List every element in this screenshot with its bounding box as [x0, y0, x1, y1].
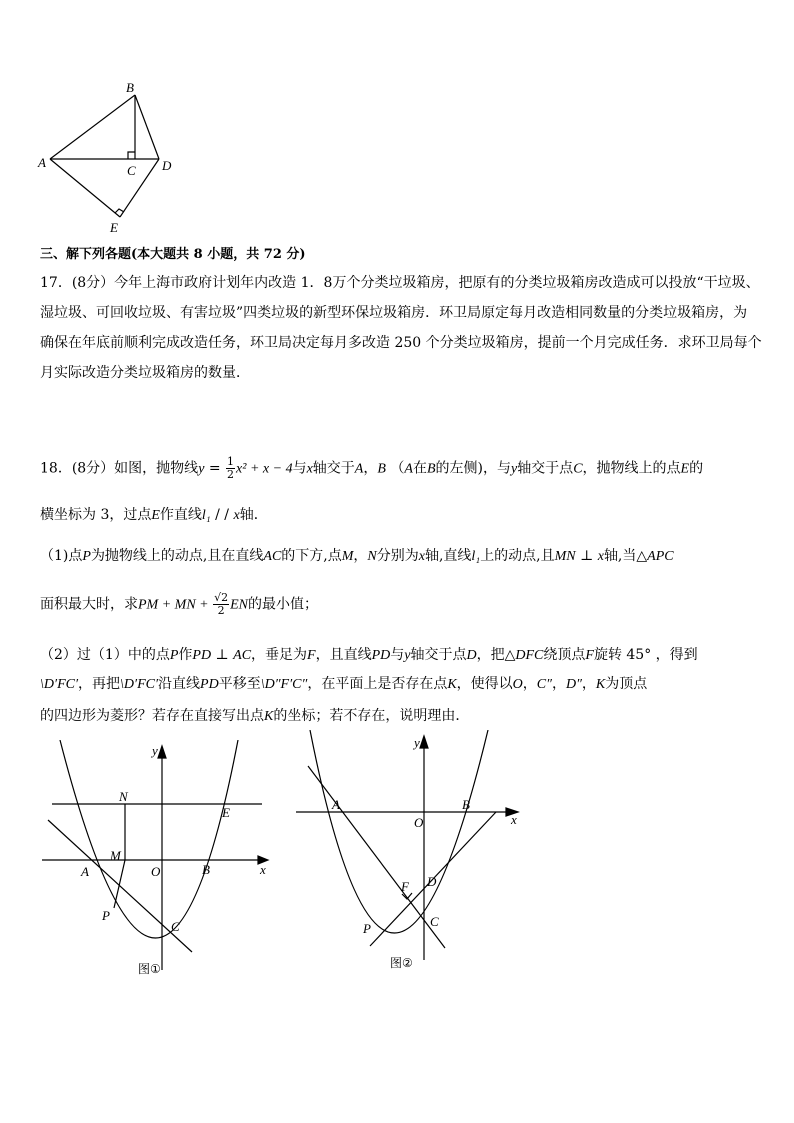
- label-a: A: [38, 155, 46, 170]
- section-heading: 三、解下列各题(本大题共 8 小题，共 72 分): [40, 247, 306, 262]
- q17-line-4: 月实际改造分类垃圾箱房的数量．: [40, 365, 250, 381]
- fraction-one-half: $\frac{1}{2}$: [227, 455, 235, 481]
- q18-line-2: 横坐标为 3，过点E作直线l₁ / / x轴．: [40, 507, 268, 523]
- q18-part2-line-1: （2）过（1）中的点P作PD ⊥ AC，垂足为F，且直线PD与y轴交于点D，把△DFC绕顶点F旋转 45° ，得到: [40, 647, 698, 663]
- label-n: N: [119, 789, 128, 804]
- label-b: B: [462, 797, 470, 812]
- label-x: x: [260, 862, 266, 877]
- label-o: O: [414, 815, 424, 830]
- y-axis-arrow: [420, 736, 428, 748]
- label-b: B: [202, 862, 210, 877]
- label-e: E: [222, 805, 230, 820]
- segment-ed: [120, 159, 159, 217]
- parabola-curve: [60, 740, 238, 938]
- segment-ab: [50, 95, 135, 159]
- question-17: [40, 268, 762, 388]
- label-x: x: [511, 812, 517, 827]
- label-e: E: [110, 220, 118, 235]
- figure-2-parabola: [290, 730, 530, 975]
- q17-line-1: 17．(8分）今年上海市政府计划年内改造 1．8万个分类垃圾箱房，把原有的分类垃圾箱房改造成可以投放“干垃圾、: [40, 275, 760, 291]
- parabola-curve: [310, 730, 488, 933]
- label-c: C: [171, 919, 180, 934]
- figure-1-parabola: [38, 740, 278, 980]
- q17-line-3: 确保在年底前顺利完成改造任务，环卫局决定每月多改造 250 个分类垃圾箱房，提前一个月完成任务．求环卫局每个: [40, 335, 762, 351]
- label-p: P: [102, 908, 110, 923]
- label-c: C: [430, 914, 439, 929]
- figure-2-caption: 图②: [390, 956, 413, 970]
- label-p: P: [363, 921, 371, 936]
- segment-pm: [114, 860, 125, 908]
- label-y: y: [152, 743, 158, 758]
- q18-part2-line-2: \D′FC′，再把\D′FC′沿直线PD平移至\D″F′C″，在平面上是否存在点K，使得以O，C″，D″，K为顶点: [40, 676, 648, 692]
- q18-part1-line-1: （1)点P为抛物线上的动点,且在直线AC的下方,点M，N分别为x轴,直线l₁上的动点,且MN ⊥ x轴,当△APC: [40, 548, 674, 564]
- label-c: C: [127, 163, 136, 178]
- label-f: F: [401, 879, 409, 894]
- segment-bd: [135, 95, 159, 159]
- label-a: A: [332, 797, 340, 812]
- label-y: y: [414, 735, 420, 750]
- fraction-root2-over-2: $\frac{√2}{2}$: [214, 591, 229, 617]
- segment-ae: [50, 159, 120, 217]
- y-axis-arrow: [158, 746, 166, 758]
- label-o: O: [151, 864, 161, 879]
- q18-part2-line-3: 的四边形为菱形？若存在直接写出点K的坐标；若不存在，说明理由．: [40, 708, 470, 724]
- label-d: D: [427, 874, 437, 889]
- label-a: A: [81, 864, 89, 879]
- q18-part1-line-2: 面积最大时，求PM + MN + $\frac{√2}{2}$ EN的最小值；: [40, 591, 319, 617]
- label-b: B: [126, 80, 134, 95]
- right-angle-mark-c: [128, 152, 135, 159]
- figure-1-caption: 图①: [138, 962, 161, 976]
- label-d: D: [162, 158, 172, 173]
- label-m: M: [110, 848, 121, 863]
- q17-line-2: 湿垃圾、可回收垃圾、有害垃圾”四类垃圾的新型环保垃圾箱房．环卫局原定每月改造相同数量的分类垃圾箱房，为: [40, 305, 748, 321]
- geometry-figure-abcde: [30, 75, 190, 240]
- q18-line-1: 18．(8分）如图，抛物线y = $\frac{1}{2}$ x² + x − 4与x轴交于A，B （A在B的左侧)，与y轴交于点C，抛物线上的点E的: [40, 455, 704, 481]
